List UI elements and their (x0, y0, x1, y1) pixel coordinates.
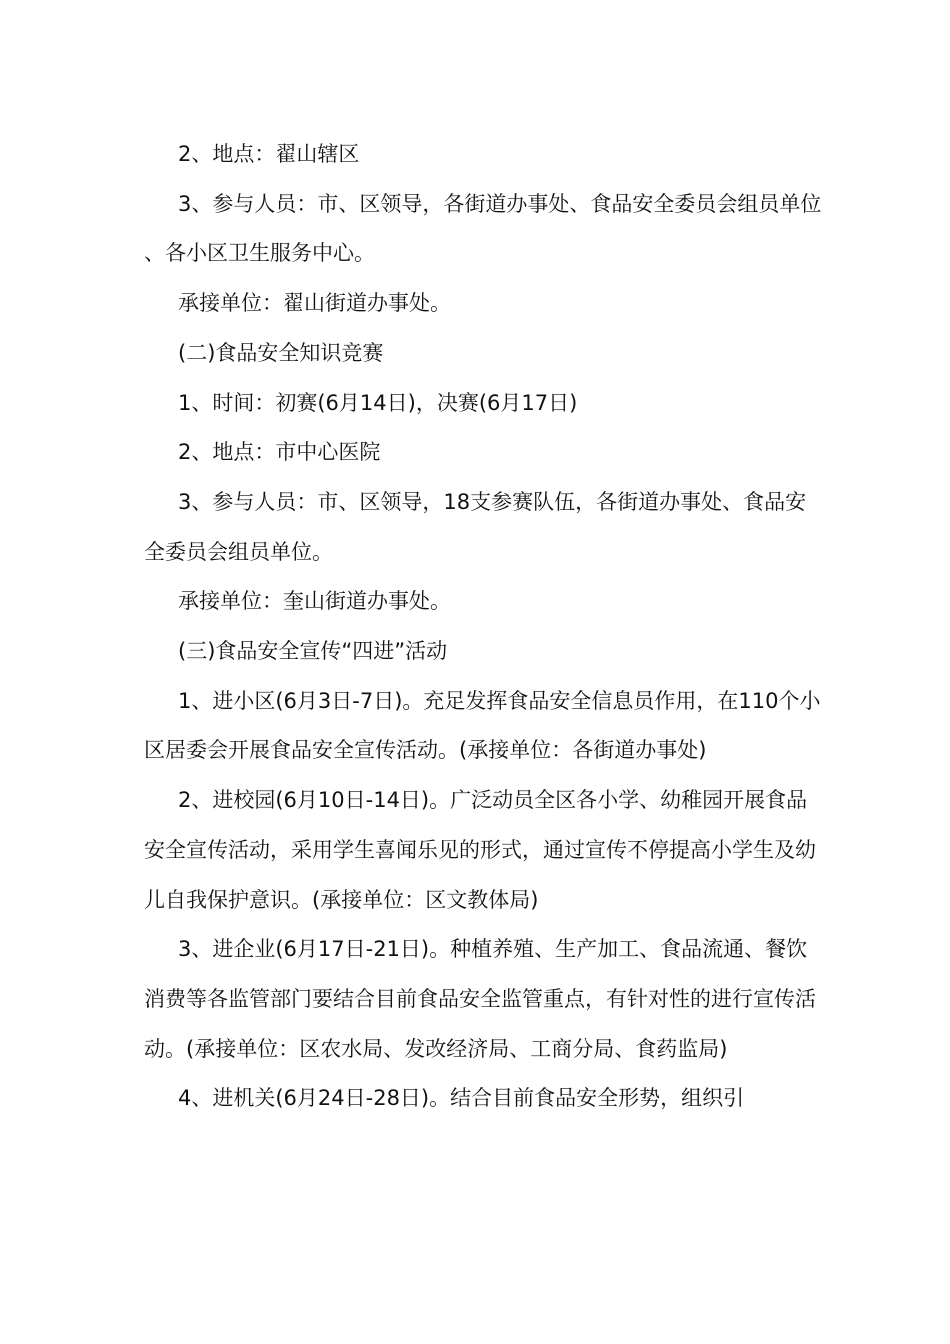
paragraph-into-agencies: 4、进机关(6月24日-28日)。结合目前食品安全形势，组织引 (178, 1086, 745, 1111)
paragraph-into-schools: 2、进校园(6月10日-14日)。广泛动员全区各小学、幼稚园开展食品安全宣传活动，采用学生喜闻乐见的形式，通过宣传不停提高小学生及幼儿自我保护意识。(承接单位：区文教体局) (144, 788, 816, 912)
paragraph-contest-time: 1、时间：初赛(6月14日)，决赛(6月17日) (178, 390, 578, 415)
paragraph-contest-location: 2、地点：市中心医院 (178, 440, 381, 465)
document-body (144, 130, 824, 1124)
paragraph-into-communities: 1、进小区(6月3日-7日)。充足发挥食品安全信息员作用，在110个小区居委会开展食品安全宣传活动。(承接单位：各街道办事处) (144, 688, 821, 763)
paragraph-contest-host-unit: 承接单位：奎山街道办事处。 (178, 589, 451, 614)
paragraph-host-unit: 承接单位：翟山街道办事处。 (178, 291, 451, 316)
paragraph-contest-participants: 3、参与人员：市、区领导，18支参赛队伍，各街道办事处、食品安全委员会组员单位。 (144, 489, 807, 564)
section-heading-four-into-campaign: (三)食品安全宣传“四进”活动 (178, 639, 448, 664)
paragraph-location: 2、地点：翟山辖区 (178, 142, 360, 166)
paragraph-into-enterprises: 3、进企业(6月17日-21日)。种植养殖、生产加工、食品流通、餐饮消费等各监管部门要结合目前食品安全监管重点，有针对性的进行宣传活动。(承接单位：区农水局、发改经济局、工商分局、食药监局) (144, 937, 816, 1061)
section-heading-knowledge-contest: (二)食品安全知识竞赛 (178, 340, 384, 365)
paragraph-participants: 3、参与人员：市、区领导，各街道办事处、食品安全委员会组员单位、各小区卫生服务中心。 (144, 191, 822, 266)
